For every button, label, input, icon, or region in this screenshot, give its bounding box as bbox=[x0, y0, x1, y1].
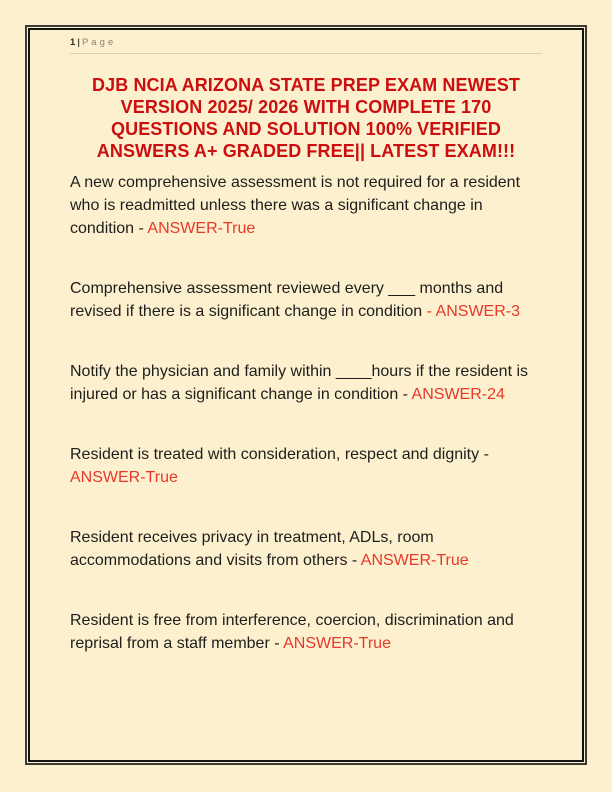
answer-text: - ANSWER-3 bbox=[426, 303, 520, 320]
question-text: A new comprehensive assessment is not required for a resident who is readmitted unless there was a significant change in condition - bbox=[70, 174, 521, 237]
page-border-inner bbox=[28, 28, 584, 762]
page-content bbox=[30, 30, 582, 760]
title-line: QUESTIONS AND SOLUTION 100% VERIFIED bbox=[111, 119, 501, 139]
title-line: DJB NCIA ARIZONA STATE PREP EXAM NEWEST bbox=[92, 75, 520, 95]
qa-item bbox=[70, 443, 542, 489]
page-number-separator: | bbox=[77, 37, 80, 48]
page-header bbox=[70, 37, 542, 54]
page-border-frame bbox=[25, 25, 587, 765]
answer-text: ANSWER-True bbox=[147, 220, 256, 237]
page-label: Page bbox=[81, 37, 117, 48]
title-line: ANSWERS A+ GRADED FREE|| LATEST EXAM!!! bbox=[96, 141, 516, 161]
answer-text: ANSWER-True bbox=[360, 552, 469, 569]
answer-text: ANSWER-24 bbox=[411, 386, 505, 403]
question-text: Resident is free from interference, coercion, discrimination and reprisal from a staff member - bbox=[70, 612, 514, 652]
qa-item bbox=[70, 277, 542, 323]
qa-item bbox=[70, 609, 542, 655]
document-title bbox=[70, 74, 542, 162]
question-text: Notify the physician and family within ____hours if the resident is injured or has a significant change in condition - bbox=[70, 363, 529, 403]
question-text: Resident is treated with consideration, respect and dignity - bbox=[70, 446, 489, 463]
question-text: Comprehensive assessment reviewed every ___ months and revised if there is a significant change in condition bbox=[70, 280, 504, 320]
qa-item bbox=[70, 171, 542, 240]
qa-item bbox=[70, 526, 542, 572]
qa-list bbox=[70, 171, 542, 655]
title-line: VERSION 2025/ 2026 WITH COMPLETE 170 bbox=[120, 97, 492, 117]
answer-text: ANSWER-True bbox=[283, 635, 391, 652]
answer-text: ANSWER-True bbox=[70, 469, 178, 486]
qa-item bbox=[70, 360, 542, 406]
page-number: 1 bbox=[70, 37, 77, 48]
question-text: Resident receives privacy in treatment, ADLs, room accommodations and visits from others - bbox=[70, 529, 434, 569]
